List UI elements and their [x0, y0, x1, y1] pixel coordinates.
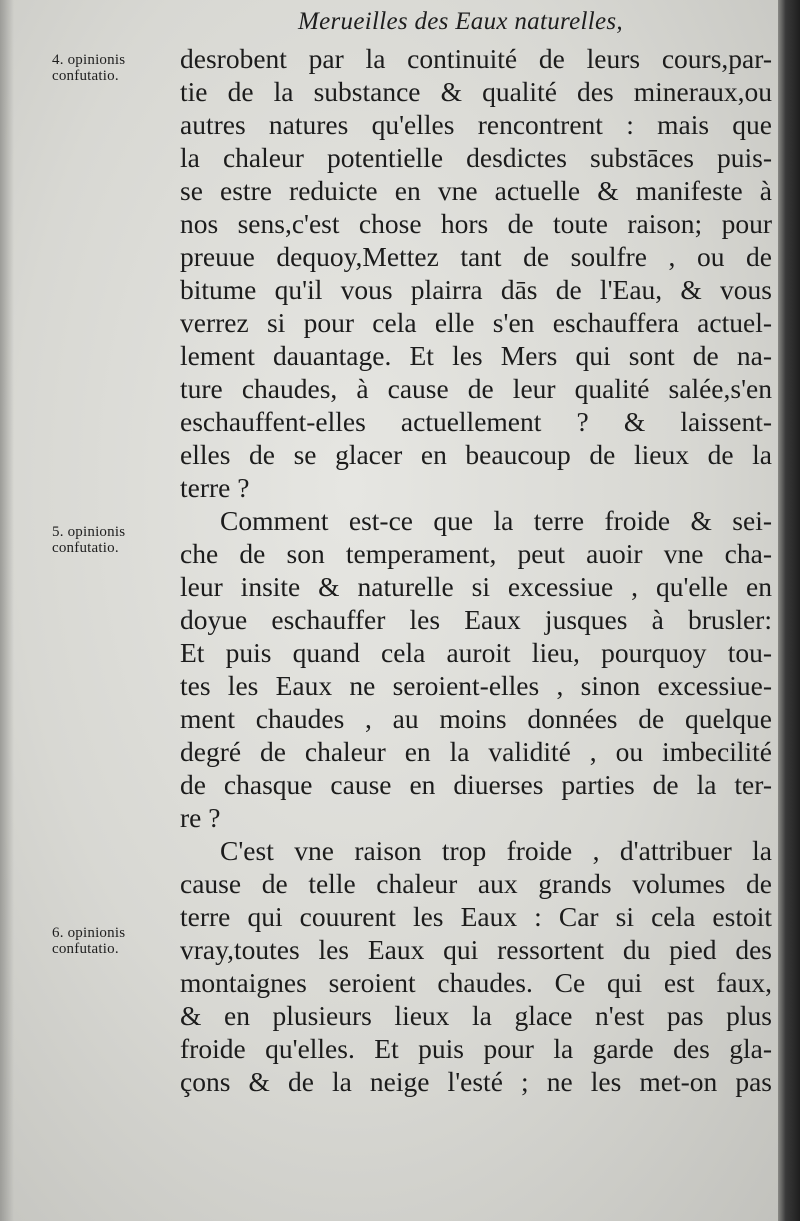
text-line: çons & de la neige l'esté ; ne les met-on pas: [180, 1066, 772, 1097]
text-line: vray,toutes les Eaux qui ressortent du pied des: [180, 934, 772, 965]
text-line: verrez si pour cela elle s'en eschauffera actuel-: [180, 307, 772, 338]
marginal-note-4: [52, 52, 180, 84]
running-head: Merueilles des Eaux naturelles,: [298, 8, 623, 35]
text-line: C'est vne raison trop froide , d'attribuer la: [220, 835, 772, 866]
text-line: preuue dequoy,Mettez tant de soulfre , ou de: [180, 241, 772, 272]
text-line: tie de la substance & qualité des mineraux,ou: [180, 76, 772, 107]
text-line: Et puis quand cela auroit lieu, pourquoy tou-: [180, 637, 772, 668]
text-line: degré de chaleur en la validité , ou imbecilité: [180, 736, 772, 767]
body-text: [180, 42, 772, 1098]
text-line: doyue eschauffer les Eaux jusques à brusler:: [180, 604, 772, 635]
marginal-note-label: confutatio.: [52, 540, 119, 556]
text-line: & en plusieurs lieux la glace n'est pas plus: [180, 1000, 772, 1031]
text-line: de chasque cause en diuerses parties de la ter-: [180, 769, 772, 800]
text-line: leur insite & naturelle si excessiue , qu'elle en: [180, 571, 772, 602]
text-line: desrobent par la continuité de leurs cours,par-: [180, 43, 772, 74]
text-line: cause de telle chaleur aux grands volumes de: [180, 868, 772, 899]
text-line: eschauffent-elles actuellement ? & laissent-: [180, 406, 772, 437]
text-line: Comment est-ce que la terre froide & sei-: [220, 505, 772, 536]
text-line: ture chaudes, à cause de leur qualité salée,s'en: [180, 373, 772, 404]
marginal-note-number: 6. opinionis: [52, 925, 126, 941]
text-line: lement dauantage. Et les Mers qui sont de na-: [180, 340, 772, 371]
marginal-note-6: [52, 925, 180, 957]
text-line: montaignes seroient chaudes. Ce qui est faux,: [180, 967, 772, 998]
marginal-note-number: 5. opinionis: [52, 524, 126, 540]
text-line: elles de se glacer en beaucoup de lieux de la: [180, 439, 772, 470]
text-line: froide qu'elles. Et puis pour la garde des gla-: [180, 1033, 772, 1064]
marginal-note-label: confutatio.: [52, 68, 119, 84]
text-line: terre ?: [180, 472, 250, 503]
text-line: terre qui couurent les Eaux : Car si cela estoit: [180, 901, 772, 932]
text-line: re ?: [180, 802, 221, 833]
text-line: bitume qu'il vous plairra dās de l'Eau, & vous: [180, 274, 772, 305]
marginal-note-label: confutatio.: [52, 941, 119, 957]
text-line: ment chaudes , au moins données de quelque: [180, 703, 772, 734]
text-line: tes les Eaux ne seroient-elles , sinon excessiue-: [180, 670, 772, 701]
page-edge-shadow: [778, 0, 800, 1221]
text-line: autres natures qu'elles rencontrent : mais que: [180, 109, 772, 140]
text-line: la chaleur potentielle desdictes substāces puis-: [180, 142, 772, 173]
text-line: nos sens,c'est chose hors de toute raison; pour: [180, 208, 772, 239]
text-line: se estre reduicte en vne actuelle & manifeste à: [180, 175, 772, 206]
text-line: che de son temperament, peut auoir vne cha-: [180, 538, 772, 569]
marginal-note-5: [52, 524, 180, 556]
marginal-note-number: 4. opinionis: [52, 52, 126, 68]
page-gutter-shadow: [0, 0, 14, 1221]
